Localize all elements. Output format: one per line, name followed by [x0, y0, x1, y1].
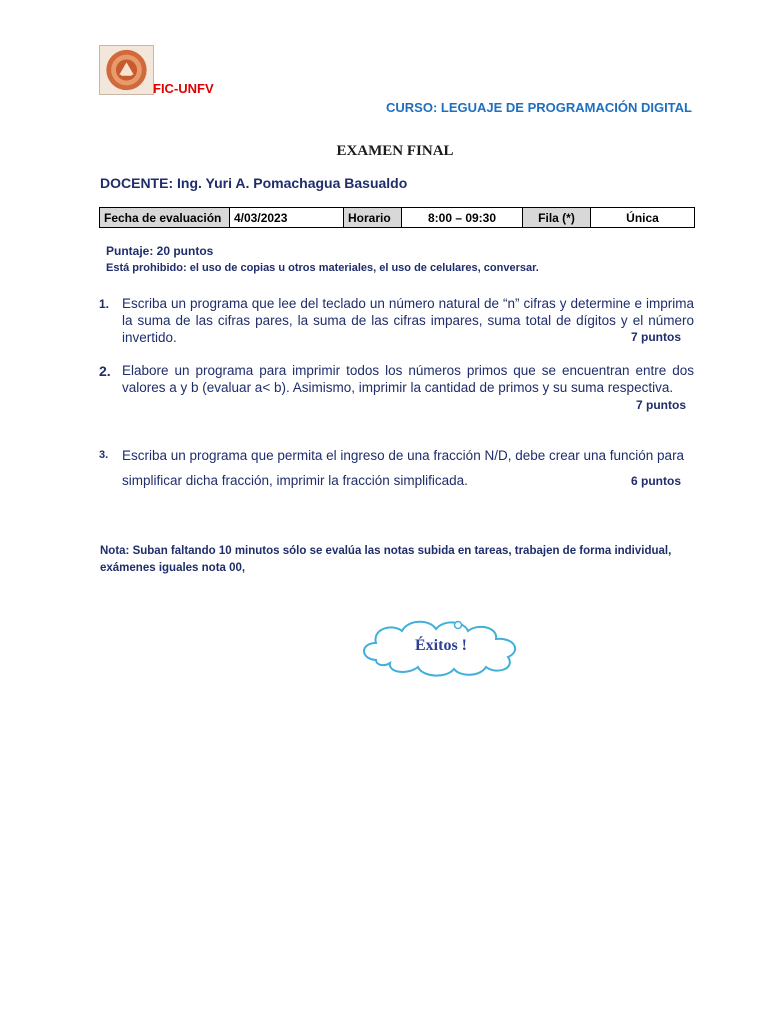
date-value: 4/03/2023: [230, 208, 344, 228]
university-seal-logo: [99, 45, 154, 95]
course-title: CURSO: LEGUAJE DE PROGRAMACIÓN DIGITAL: [386, 100, 692, 115]
time-label: Horario: [344, 208, 402, 228]
exam-info-table: [99, 207, 695, 228]
question-1-points: 7 puntos: [631, 330, 681, 344]
question-3-text-line2: simplificar dicha fracción, imprimir la fracción simplificada.: [122, 473, 468, 488]
question-3-text-line1: Escriba un programa que permita el ingreso de una fracción N/D, debe crear una función para: [122, 448, 685, 463]
closing-message: Éxitos !: [415, 637, 467, 654]
teacher-name: DOCENTE: Ing. Yuri A. Pomachagua Basualdo: [100, 175, 408, 191]
score-text: Puntaje: 20 puntos: [106, 244, 214, 258]
question-2-points: 7 puntos: [636, 398, 686, 412]
note-text: Nota: Suban faltando 10 minutos sólo se evalúa las notas subida en tareas, trabajen de forma individual, exámenes iguales nota 00,: [100, 545, 672, 574]
date-label: Fecha de evaluación: [100, 208, 230, 228]
org-name: FIC-UNFV: [153, 81, 214, 96]
question-3-number: 3.: [99, 449, 109, 461]
exam-title: EXAMEN FINAL: [336, 143, 454, 159]
row-value: Única: [591, 208, 695, 228]
time-value: 8:00 – 09:30: [402, 208, 523, 228]
question-1-text: Escriba un programa que lee del teclado un número natural de “n” cifras y determine e imprima la suma de las cifras pares, la suma de las cifras impares, suma total de dígitos y el número invertido.: [122, 296, 694, 345]
question-2-text: Elabore un programa para imprimir todos los números primos que se encuentran entre dos valores a y b (evaluar a< b). Asimismo, imprimir la cantidad de primos y su suma respectiva.: [122, 363, 694, 395]
row-label: Fila (*): [523, 208, 591, 228]
question-3-points: 6 puntos: [631, 474, 681, 488]
question-2-number: 2.: [99, 363, 111, 379]
table-row: [100, 208, 695, 228]
prohibited-text: Está prohibido: el uso de copias u otros materiales, el uso de celulares, conversar.: [106, 262, 539, 274]
question-1-number: 1.: [99, 297, 110, 311]
